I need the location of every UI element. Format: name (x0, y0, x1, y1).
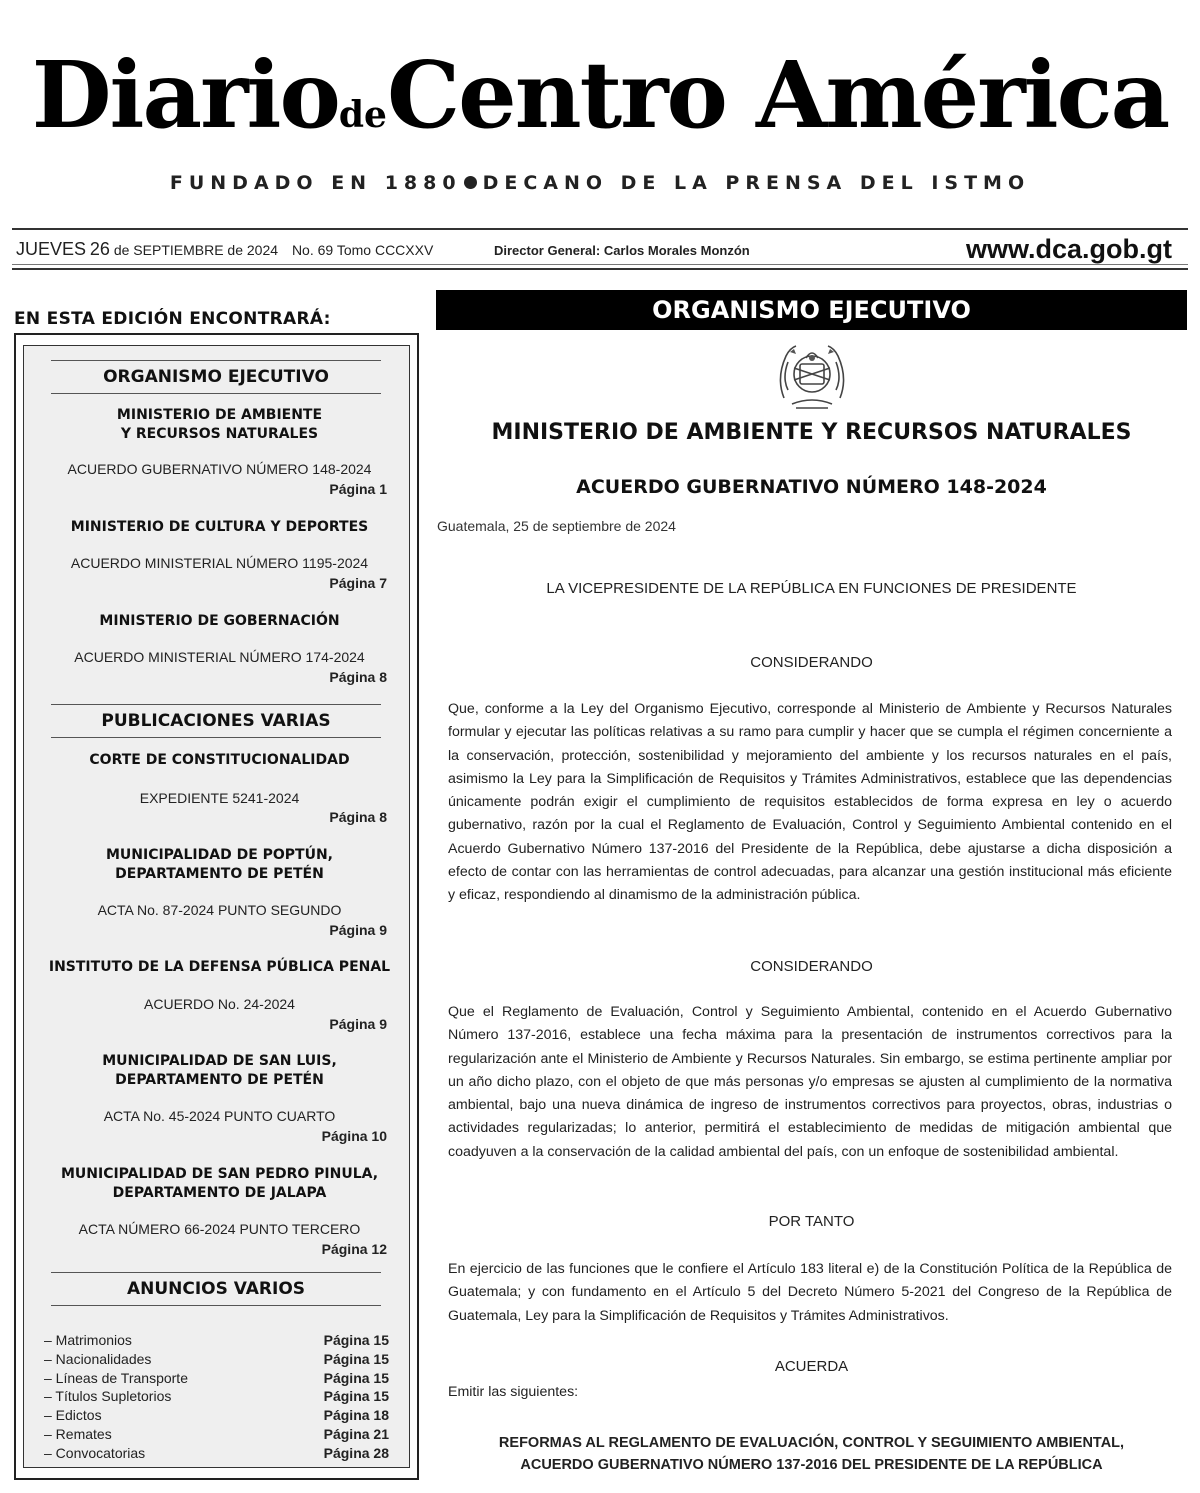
toc-document[interactable]: ACUERDO No. 24-2024 (144, 996, 295, 1012)
por-tanto-heading: POR TANTO (768, 1213, 855, 1230)
anuncio-label: – Títulos Supletorios (44, 1388, 172, 1405)
reformas-title (436, 1432, 1187, 1476)
toc-entity (24, 406, 415, 444)
anuncio-page: Página 28 (323, 1444, 389, 1461)
toc-entity (24, 1052, 415, 1090)
toc-entity (24, 1165, 415, 1203)
toc-page[interactable]: Página 12 (321, 1241, 387, 1257)
toc-page[interactable]: Página 9 (329, 1016, 387, 1032)
tomo: Tomo CCCXXV (336, 242, 434, 258)
anuncio-label: – Edictos (44, 1407, 102, 1424)
toc-page[interactable]: Página 8 (329, 669, 387, 685)
day: 26 (89, 239, 110, 259)
website-link[interactable]: www.dca.gob.gt (966, 234, 1172, 264)
toc-page[interactable]: Página 10 (321, 1128, 387, 1144)
toc-entity-line: DEPARTAMENTO DE PETÉN (115, 1072, 324, 1088)
considerando-paragraph: Que el Reglamento de Evaluación, Control y Seguimiento Ambiental, contenido en el Acuerdo Gubernativo Número 137-2016, establece una fecha máxima para la presentación de instrumentos correctivos para la regularización ante el Ministerio de Ambiente y Recursos Naturales. Sin embargo, se estima pertinente ampliar por un año dicho plazo, con el objeto de que más personas y/o empresas se ajusten al cumplimiento de la normativa ambiental, bajo una nueva dinámica de ingreso de instrumentos correctivos para proyectos, obras, industrias o actividades regularizadas; lo anterior, permitirá el establecimiento de medidas de mitigación ambiental que coadyuven a la conservación de la calidad ambiental del país, con un enfoque de sostenibilidad ambiental. (448, 1004, 1172, 1160)
list-item[interactable] (44, 1444, 389, 1463)
anuncio-label: – Matrimonios (44, 1332, 132, 1348)
toc-page[interactable]: Página 9 (329, 922, 387, 938)
list-item[interactable] (44, 1350, 389, 1369)
toc-section-anuncios: ANUNCIOS VARIOS (51, 1272, 381, 1306)
emitir-line: Emitir las siguientes: (448, 1384, 579, 1400)
toc-document[interactable]: ACUERDO GUBERNATIVO NÚMERO 148-2024 (67, 461, 372, 477)
issuer-line: LA VICEPRESIDENTE DE LA REPÚBLICA EN FUNCIONES DE PRESIDENTE (546, 580, 1077, 597)
tagline-founded: FUNDADO EN 1880 (169, 172, 462, 194)
toc-document[interactable]: ACTA No. 87-2024 PUNTO SEGUNDO (97, 902, 342, 918)
toc-entity-line: MINISTERIO DE AMBIENTE (116, 407, 323, 423)
masthead (0, 30, 1200, 160)
anuncio-page: Página 18 (323, 1407, 389, 1424)
anuncio-page: Página 15 (323, 1388, 389, 1405)
toc-document[interactable]: ACTA No. 45-2024 PUNTO CUARTO (103, 1108, 336, 1124)
anuncio-label: – Líneas de Transporte (44, 1369, 188, 1386)
tagline-decano: DECANO DE LA PRENSA DEL ISTMO (482, 172, 1031, 194)
title-part-2: Centro América (386, 41, 1169, 149)
toc-entity-line: MUNICIPALIDAD DE POPTÚN, (105, 847, 334, 863)
reformas-line: ACUERDO GUBERNATIVO NÚMERO 137-2016 DEL PRESIDENTE DE LA REPÚBLICA (520, 1457, 1103, 1473)
place-date: Guatemala, 25 de septiembre de 2024 (437, 518, 676, 534)
list-item[interactable] (44, 1387, 389, 1406)
anuncio-page: Página 15 (323, 1369, 389, 1386)
considerando-paragraph: Que, conforme a la Ley del Organismo Ejecutivo, corresponde al Ministerio de Ambiente y Recursos Naturales formular y ejecutar las políticas relativas a su ramo para cumplir y hacer que se cumpla el régimen concerniente a la conservación, protección, sostenibilidad y mejoramiento del ambiente y los recursos naturales en el país, asimismo la Ley para la Simplificación de Requisitos y Trámites Administrativos, establece que las dependencias únicamente podrán exigir el cumplimiento de requisitos establecidos de forma expresa en ley o acuerdo gubernativo, razón por la cual el Reglamento de Evaluación, Control y Seguimiento Ambiental contenido en el Acuerdo Gubernativo Número 137-2016 del Presidente de la República, debe ajustarse a dicha disposición a efecto de contar con las herramientas de control adecuadas, para alcanzar una gestión institucional más eficiente y eficaz, respondiendo al dinamismo de la administración pública. (448, 701, 1172, 904)
table-of-contents (14, 333, 419, 1480)
title-part-1: Diario (31, 41, 339, 149)
acuerda-heading: ACUERDA (774, 1358, 849, 1375)
toc-entity-line: Y RECURSOS NATURALES (120, 426, 319, 442)
month-year: de SEPTIEMBRE de 2024 (113, 242, 279, 258)
toc-page[interactable]: Página 7 (329, 575, 387, 591)
toc-document[interactable]: EXPEDIENTE 5241-2024 (139, 790, 300, 806)
section-banner: ORGANISMO EJECUTIVO (436, 290, 1187, 330)
toc-entity: MINISTERIO DE GOBERNACIÓN (99, 613, 340, 629)
toc-section-varias: PUBLICACIONES VARIAS (51, 704, 381, 738)
toc-inner (23, 345, 410, 1468)
newspaper-title (0, 30, 1200, 180)
toc-page[interactable]: Página 8 (329, 809, 387, 825)
anuncio-label: – Remates (44, 1425, 112, 1442)
toc-entity: INSTITUTO DE LA DEFENSA PÚBLICA PENAL (48, 959, 391, 975)
issue-number: No. 69 (291, 242, 334, 258)
reformas-line: REFORMAS AL REGLAMENTO DE EVALUACIÓN, CONTROL Y SEGUIMIENTO AMBIENTAL, (498, 1435, 1125, 1451)
anuncios-list (44, 1331, 389, 1463)
considerando-heading: CONSIDERANDO (750, 654, 873, 671)
por-tanto-paragraph: En ejercicio de las funciones que le confiere el Artículo 183 literal e) de la Constitución Política de la República de Guatemala; y con fundamento en el Artículo 5 del Decreto Número 5-2021 del Congreso de la República de Guatemala, Ley para la Simplificación de Requisitos y Trámites Administrativos. (448, 1261, 1172, 1324)
title-de: de (338, 94, 387, 136)
list-item[interactable] (44, 1331, 389, 1350)
coat-of-arms-icon (772, 338, 852, 412)
sidebar-heading: EN ESTA EDICIÓN ENCONTRARÁ: (14, 309, 331, 329)
acuerdo-title: ACUERDO GUBERNATIVO NÚMERO 148-2024 (576, 476, 1047, 498)
date-bar (12, 228, 1188, 270)
ministry-title: MINISTERIO DE AMBIENTE Y RECURSOS NATURALES (491, 420, 1132, 445)
toc-entity (24, 846, 415, 884)
anuncio-page: Página 21 (323, 1425, 389, 1442)
toc-document[interactable]: ACTA NÚMERO 66-2024 PUNTO TERCERO (78, 1221, 361, 1237)
toc-entity-line: DEPARTAMENTO DE PETÉN (115, 866, 324, 882)
list-item[interactable] (44, 1369, 389, 1388)
anuncio-label: – Convocatorias (44, 1444, 146, 1461)
tagline (0, 172, 1200, 194)
weekday: JUEVES (16, 239, 87, 259)
toc-page[interactable]: Página 1 (329, 481, 387, 497)
anuncio-page: Página 15 (323, 1332, 389, 1348)
issue-date (16, 239, 433, 260)
toc-entity-line: DEPARTAMENTO DE JALAPA (112, 1185, 327, 1201)
toc-section-ejecutivo: ORGANISMO EJECUTIVO (51, 360, 381, 394)
toc-entity: CORTE DE CONSTITUCIONALIDAD (89, 752, 350, 768)
toc-entity-line: MUNICIPALIDAD DE SAN PEDRO PINULA, (60, 1166, 379, 1182)
anuncio-label: – Nacionalidades (44, 1350, 152, 1367)
toc-document[interactable]: ACUERDO MINISTERIAL NÚMERO 174-2024 (74, 649, 365, 665)
bullet-dot-icon (464, 176, 477, 189)
toc-document[interactable]: ACUERDO MINISTERIAL NÚMERO 1195-2024 (70, 555, 369, 571)
director-general: Director General: Carlos Morales Monzón (494, 243, 750, 258)
toc-entity: MINISTERIO DE CULTURA Y DEPORTES (70, 519, 369, 535)
list-item[interactable] (44, 1425, 389, 1444)
toc-entity-line: MUNICIPALIDAD DE SAN LUIS, (102, 1053, 337, 1069)
anuncio-page: Página 15 (323, 1350, 389, 1367)
considerando-heading: CONSIDERANDO (750, 958, 873, 975)
list-item[interactable] (44, 1406, 389, 1425)
